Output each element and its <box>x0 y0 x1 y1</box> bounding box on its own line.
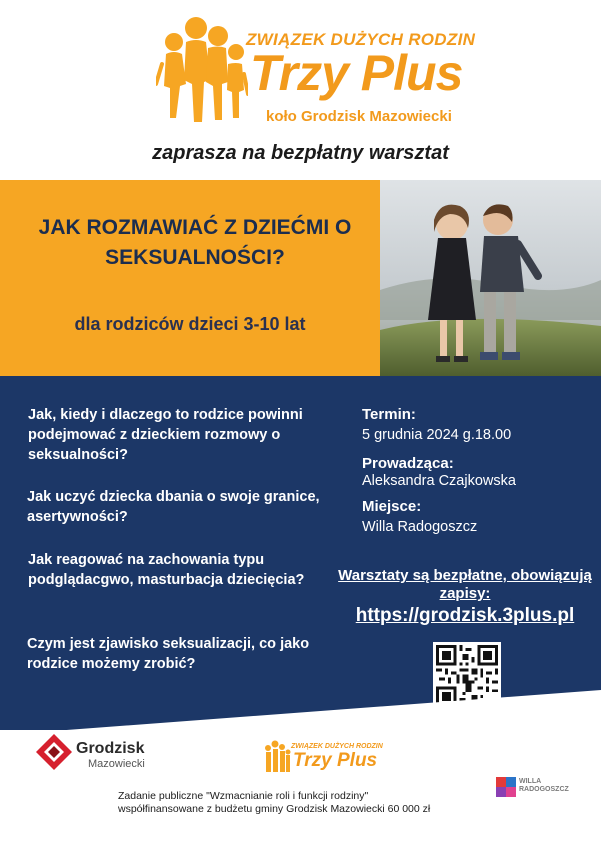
title-banner <box>0 180 380 376</box>
question-3: Jak reagować na zachowania typu podglądacgwo, masturbacja dziecięcia? <box>28 552 305 588</box>
grodzisk-diamond-icon <box>34 732 74 772</box>
invitation-line: zaprasza na bezpłatny warsztat <box>152 142 449 164</box>
willa-logo-text <box>519 778 569 794</box>
host-label: Prowadząca: <box>362 455 454 472</box>
grodzisk-logo-name: Grodzisk <box>76 740 145 757</box>
logo-association-name: ZWIĄZEK DUŻYCH RODZIN <box>246 30 476 49</box>
small-logo-brand: Trzy Plus <box>293 750 378 771</box>
date-label: Termin: <box>362 406 416 423</box>
signup-link[interactable]: https://grodzisk.3plus.pl <box>355 605 575 626</box>
logo-branch: koło Grodzisk Mazowiecki <box>266 108 452 125</box>
small-family-figures-icon <box>263 740 291 774</box>
details-section <box>0 376 601 730</box>
children-photo <box>380 180 601 376</box>
funding-line-2: współfinansowane z budżetu gminy Grodzisk Mazowiecki 60 000 zł <box>118 803 431 815</box>
children-kissing-image <box>380 180 601 376</box>
header <box>0 0 601 180</box>
question-2: Jak uczyć dziecka dbania o swoje granice, asertywności? <box>27 489 320 525</box>
question-1: Jak, kiedy i dlaczego to rodzice powinni podejmować z dzieckiem rozmowy o seksualności? <box>28 407 303 463</box>
date-value: 5 grudnia 2024 g.18.00 <box>362 427 512 443</box>
willa-radogoszcz-icon <box>496 777 516 797</box>
place-label: Miejsce: <box>362 498 422 515</box>
small-logo-association: ZWIĄZEK DUŻYCH RODZIN <box>291 743 383 750</box>
willa-line-2: RADOGOSZCZ <box>519 786 569 793</box>
grodzisk-logo-sub: Mazowiecki <box>88 758 145 770</box>
funding-note <box>118 790 518 816</box>
target-audience: dla rodziców dzieci 3-10 lat <box>74 314 306 334</box>
host-value: Aleksandra Czajkowska <box>362 473 516 489</box>
question-4: Czym jest zjawisko seksualizacji, co jako rodzice możemy zrobić? <box>27 636 310 672</box>
funding-line-1: Zadanie publiczne "Wzmacnianie roli i funkcji rodziny" <box>118 790 369 802</box>
family-figures-icon <box>156 14 248 126</box>
workshop-title: JAK ROZMAWIAĆ Z DZIEĆMI O SEKSUALNOŚCI? <box>38 216 352 269</box>
signup-note: Warsztaty są bezpłatne, obowiązują zapisy: <box>338 567 592 602</box>
willa-line-1: WILLA <box>519 778 542 785</box>
logo-brand: Trzy Plus <box>250 45 463 101</box>
place-value: Willa Radogoszcz <box>362 519 478 535</box>
slanted-divider <box>0 690 601 735</box>
